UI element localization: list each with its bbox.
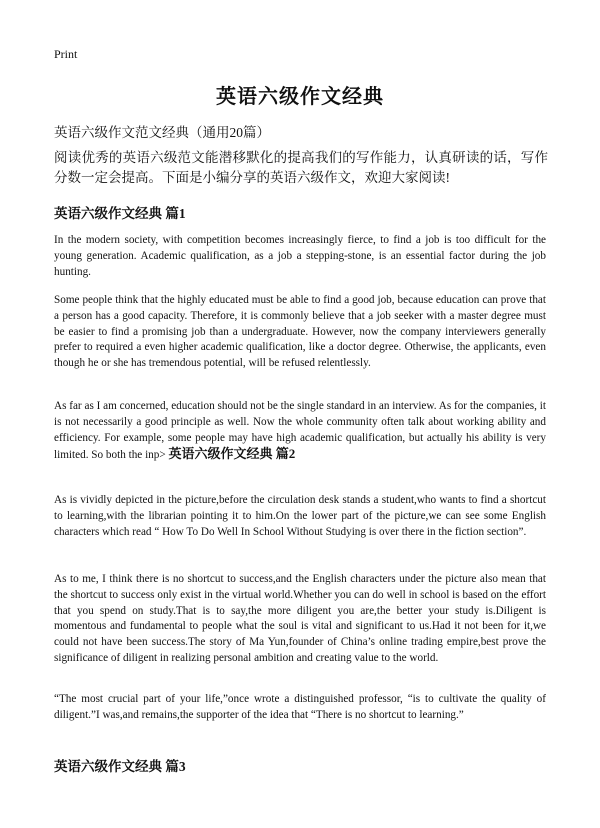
section-1-heading: 英语六级作文经典 篇1 — [54, 206, 186, 221]
document-subtitle: 英语六级作文范文经典（通用20篇） — [54, 125, 270, 140]
intro-paragraph: 阅读优秀的英语六级范文能潜移默化的提高我们的写作能力，认真研读的话，写作分数一定会提高。下面是小编分享的英语六级作文，欢迎大家阅读! — [54, 150, 548, 185]
section-1-paragraph-3-text: As far as I am concerned, education should not be the single standard in an interview. As for the companies, it is not necessarily a good principle as well. Now the whole community often talk about working ability and efficiency. For example, some people may have high academic qualification, but actually his ability is very limited. So both the — [54, 400, 546, 462]
section-1-paragraph-3 — [54, 399, 546, 464]
section-1-paragraph-3-tail: inp> — [145, 449, 166, 462]
print-label[interactable]: Print — [54, 47, 78, 61]
section-1-paragraph-2: Some people think that the highly educated must be able to find a good job, because education can prove that a person has a good capacity. Therefore, it is commonly believe that a job seeker with a master degree must be easier to find a promising job than a undergraduate. However, now the company interviewers generally prefer to required a even higher academic qualification, like a doctor degree. Otherwise, the applicants, even though he or she has tremendous potential, will be refused relentlessly. — [54, 294, 546, 370]
page-title: 英语六级作文经典 — [216, 86, 384, 108]
section-2-paragraph-2: As to me, I think there is no shortcut to success,and the English characters under the picture also mean that the shortcut to success only exist in the virtual world.Whether you can do well in school is based on the effort that you spend on study.That is to say,the more diligent you are,the better your study is.Diligent is momentous and fundamental to people what the soul is vital and significant to us.Had it not been for it,we could not have been success.The story of Ma Yun,founder of China’s online trading empire,best prove the significance of diligent in realizing personal ambition and creating value to the world. — [54, 573, 546, 664]
section-1-paragraph-1: In the modern society, with competition becomes increasingly fierce, to find a job is too difficult for the young generation. Academic qualification, as a job a stepping-stone, is an essential factor during the job hunting. — [54, 234, 546, 278]
section-2-heading: 英语六级作文经典 篇2 — [168, 446, 296, 462]
section-2-paragraph-3: “The most crucial part of your life,”once wrote a distinguished professor, “is to cultivate the quality of diligent.”I was,and remains,the supporter of the idea that “There is no shortcut to learning.” — [54, 693, 546, 721]
section-2-paragraph-1: As is vividly depicted in the picture,before the circulation desk stands a student,who wants to find a shortcut to learning,with the librarian pointing it to him.On the lower part of the picture,we can see some English characters which read “ How To Do Well In School Without Studying is over there in the fiction section”. — [54, 494, 546, 538]
section-3-heading: 英语六级作文经典 篇3 — [54, 759, 186, 774]
